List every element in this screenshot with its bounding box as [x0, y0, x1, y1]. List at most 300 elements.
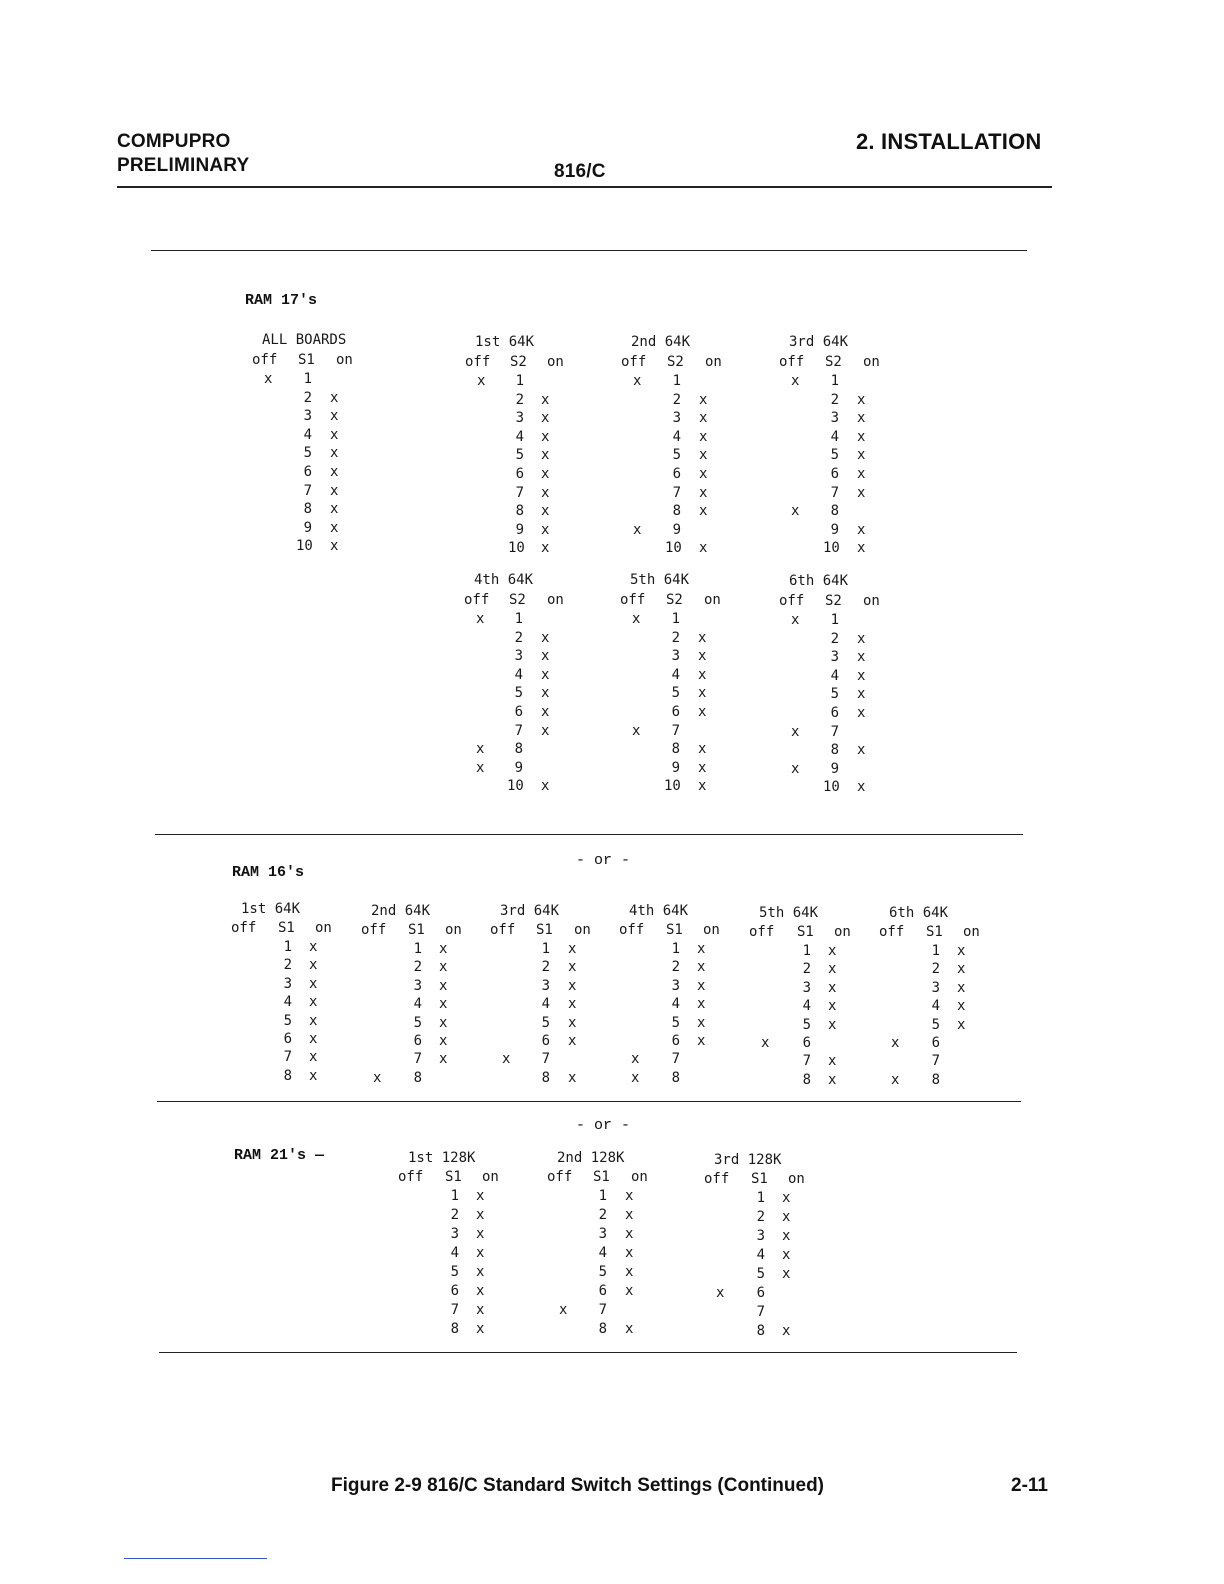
off-mark: x: [791, 373, 800, 389]
switch-row: [490, 959, 630, 977]
switch-number: 7: [671, 1051, 680, 1068]
switch-row: [547, 1226, 687, 1244]
switch-number: 3: [515, 410, 524, 427]
block-title: 4th 64K: [629, 903, 689, 919]
switch-number: 3: [802, 979, 811, 996]
switch-number: 7: [303, 482, 312, 499]
switch-number: 4: [514, 666, 523, 683]
on-mark: x: [698, 666, 707, 683]
switch-row: [490, 1070, 630, 1088]
switch-number: 2: [830, 391, 839, 408]
block-title: ALL BOARDS: [262, 332, 347, 348]
switch-row: [620, 630, 760, 648]
on-mark: x: [857, 521, 866, 538]
switch-row: [619, 1051, 759, 1069]
switch-number: 3: [830, 649, 839, 666]
switch-number: 5: [671, 685, 680, 702]
chapter-title: 2. INSTALLATION: [856, 129, 1042, 154]
off-mark: x: [502, 1051, 511, 1068]
switch-number: 5: [756, 1266, 765, 1282]
switch-number: 10: [507, 778, 524, 795]
switch-row: [231, 1068, 371, 1086]
switch-number: 8: [931, 1071, 940, 1088]
on-mark: x: [625, 1226, 634, 1242]
ram17-title: RAM 17's: [245, 292, 318, 309]
on-mark: x: [541, 447, 550, 464]
off-mark: x: [761, 1035, 770, 1051]
switch-row: [879, 1053, 1019, 1071]
on-mark: x: [697, 1033, 706, 1049]
switch-number: 4: [283, 994, 292, 1011]
on-mark: x: [698, 648, 707, 665]
switch-row: [779, 466, 919, 484]
on-mark: x: [439, 941, 448, 957]
switch-number: 1: [672, 373, 681, 389]
on-mark: x: [330, 408, 339, 425]
switch-row: [252, 427, 392, 445]
switch-row: [749, 1035, 889, 1053]
switch-row: [749, 1072, 889, 1090]
switch-number: 8: [802, 1071, 811, 1088]
switch-row: [779, 429, 919, 447]
switch-row: [464, 704, 604, 722]
column-header: off: [621, 354, 647, 370]
switch-row: [620, 741, 760, 759]
switch-row: [464, 778, 604, 796]
switch-row: [779, 705, 919, 723]
switch-row: [490, 941, 630, 959]
switch-row: [779, 447, 919, 465]
on-mark: x: [957, 979, 966, 996]
section-rule-middle: [155, 834, 1023, 835]
switch-row: [465, 392, 605, 410]
on-mark: x: [698, 629, 707, 646]
switch-row: [879, 1035, 1019, 1053]
on-mark: x: [568, 1033, 577, 1049]
on-mark: x: [857, 705, 866, 721]
switch-number: 3: [514, 648, 523, 665]
switch-row: [464, 667, 604, 685]
switch-row: [620, 611, 760, 629]
on-mark: x: [625, 1264, 634, 1280]
switch-number: 1: [671, 941, 680, 957]
switch-number: 9: [303, 519, 312, 536]
switch-row: [749, 998, 889, 1016]
on-mark: x: [857, 410, 866, 427]
switch-number: 6: [671, 1033, 680, 1049]
switch-number: 6: [283, 1031, 292, 1047]
off-mark: x: [791, 503, 800, 520]
switch-number: 10: [296, 538, 313, 555]
switch-row: [749, 961, 889, 979]
switch-number: 8: [413, 1069, 422, 1086]
on-mark: x: [782, 1323, 791, 1339]
switch-number: 9: [672, 521, 681, 538]
switch-row: [620, 723, 760, 741]
switch-number: 3: [541, 977, 550, 994]
on-mark: x: [699, 410, 708, 427]
switch-number: 2: [283, 957, 292, 974]
column-header: off: [231, 920, 257, 936]
switch-row: [779, 668, 919, 686]
switch-number: 5: [450, 1264, 459, 1280]
on-mark: x: [541, 410, 550, 427]
switch-row: [252, 408, 392, 426]
on-mark: x: [857, 540, 866, 557]
switch-row: [620, 704, 760, 722]
on-mark: x: [697, 996, 706, 1013]
column-header: on: [703, 922, 720, 938]
on-mark: x: [541, 704, 550, 720]
on-mark: x: [476, 1188, 485, 1204]
switch-row: [547, 1188, 687, 1206]
switch-number: 8: [450, 1321, 459, 1337]
column-header: on: [834, 924, 851, 940]
on-mark: x: [476, 1302, 485, 1318]
column-header: S2: [666, 592, 683, 608]
switch-number: 10: [823, 779, 840, 796]
switch-row: [464, 741, 604, 759]
column-header: S1: [666, 922, 683, 938]
switch-number: 5: [514, 685, 523, 702]
switch-row: [361, 1033, 501, 1051]
or-separator: - or -: [576, 1117, 631, 1134]
switch-row: [465, 466, 605, 484]
switch-number: 3: [830, 410, 839, 427]
switch-number: 4: [303, 426, 312, 443]
switch-row: [398, 1283, 538, 1301]
switch-number: 1: [756, 1190, 765, 1206]
on-mark: x: [568, 996, 577, 1013]
switch-row: [749, 1053, 889, 1071]
switch-number: 8: [830, 503, 839, 520]
off-mark: x: [791, 612, 800, 628]
on-mark: x: [541, 685, 550, 702]
switch-number: 4: [672, 428, 681, 445]
column-header: S2: [667, 354, 684, 370]
switch-number: 2: [671, 959, 680, 976]
switch-number: 3: [671, 977, 680, 994]
switch-number: 6: [450, 1283, 459, 1299]
on-mark: x: [782, 1228, 791, 1244]
block-title: 5th 64K: [759, 905, 819, 921]
on-mark: x: [857, 630, 866, 647]
switch-row: [704, 1285, 844, 1303]
on-mark: x: [857, 428, 866, 445]
switch-row: [619, 996, 759, 1014]
switch-row: [779, 503, 919, 521]
on-mark: x: [309, 1049, 318, 1066]
on-mark: x: [541, 722, 550, 739]
on-mark: x: [857, 484, 866, 501]
off-mark: x: [791, 723, 800, 740]
on-mark: x: [699, 503, 708, 520]
switch-number: 8: [514, 741, 523, 758]
switch-row: [465, 485, 605, 503]
on-mark: x: [541, 521, 550, 538]
switch-row: [621, 522, 761, 540]
column-header: on: [574, 922, 591, 938]
on-mark: x: [309, 957, 318, 974]
switch-row: [621, 373, 761, 391]
switch-row: [465, 410, 605, 428]
switch-row: [704, 1304, 844, 1322]
off-mark: x: [477, 373, 486, 389]
on-mark: x: [476, 1283, 485, 1299]
section-rule-lower: [157, 1101, 1021, 1102]
switch-row: [465, 429, 605, 447]
on-mark: x: [476, 1245, 485, 1261]
switch-number: 7: [830, 484, 839, 501]
switch-number: 4: [830, 667, 839, 684]
model-number: 816/C: [554, 161, 606, 182]
on-mark: x: [541, 466, 550, 482]
switch-number: 9: [830, 760, 839, 777]
off-mark: x: [633, 521, 642, 538]
on-mark: x: [782, 1209, 791, 1225]
switch-row: [547, 1302, 687, 1320]
column-header: S2: [510, 354, 527, 370]
switch-number: 3: [756, 1228, 765, 1244]
switch-number: 1: [671, 611, 680, 627]
block-title: 2nd 64K: [371, 903, 431, 919]
switch-row: [619, 978, 759, 996]
switch-number: 6: [598, 1283, 607, 1299]
on-mark: x: [309, 1012, 318, 1029]
off-mark: x: [631, 1069, 640, 1086]
switch-row: [621, 410, 761, 428]
on-mark: x: [541, 428, 550, 445]
switch-number: 4: [671, 666, 680, 683]
column-header: S1: [278, 920, 295, 936]
on-mark: x: [330, 389, 339, 406]
switch-row: [490, 1033, 630, 1051]
switch-number: 10: [823, 540, 840, 557]
on-mark: x: [698, 685, 707, 702]
section-rule-top: [151, 250, 1027, 251]
switch-number: 1: [514, 611, 523, 627]
switch-row: [252, 501, 392, 519]
on-mark: x: [309, 1067, 318, 1084]
switch-row: [465, 540, 605, 558]
switch-row: [252, 483, 392, 501]
column-header: on: [547, 592, 564, 608]
section-rule-bottom: [159, 1352, 1017, 1353]
on-mark: x: [476, 1321, 485, 1337]
switch-row: [465, 373, 605, 391]
switch-row: [704, 1247, 844, 1265]
on-mark: x: [857, 686, 866, 703]
switch-row: [361, 1051, 501, 1069]
switch-number: 2: [514, 629, 523, 646]
switch-number: 5: [931, 1016, 940, 1033]
switch-number: 5: [515, 447, 524, 464]
block-title: 1st 64K: [241, 901, 301, 917]
switch-row: [779, 612, 919, 630]
on-mark: x: [699, 540, 708, 557]
on-mark: x: [782, 1190, 791, 1206]
switch-row: [547, 1283, 687, 1301]
column-header: off: [879, 924, 905, 940]
on-mark: x: [330, 501, 339, 518]
off-mark: x: [476, 759, 485, 776]
column-header: S1: [751, 1171, 768, 1187]
switch-number: 4: [671, 996, 680, 1013]
switch-row: [547, 1245, 687, 1263]
switch-number: 9: [830, 521, 839, 538]
ram16-title: RAM 16's: [232, 864, 305, 881]
switch-number: 6: [756, 1285, 765, 1301]
switch-row: [704, 1266, 844, 1284]
on-mark: x: [698, 759, 707, 776]
column-header: on: [963, 924, 980, 940]
switch-row: [779, 392, 919, 410]
switch-number: 7: [283, 1049, 292, 1066]
switch-number: 4: [541, 996, 550, 1013]
switch-row: [620, 778, 760, 796]
on-mark: x: [857, 779, 866, 796]
on-mark: x: [828, 961, 837, 978]
switch-row: [252, 520, 392, 538]
off-mark: x: [632, 611, 641, 627]
column-header: off: [398, 1169, 424, 1185]
switch-number: 5: [283, 1012, 292, 1029]
on-mark: x: [699, 466, 708, 482]
column-header: off: [620, 592, 646, 608]
switch-number: 1: [303, 371, 312, 387]
switch-number: 7: [802, 1053, 811, 1070]
on-mark: x: [698, 741, 707, 758]
on-mark: x: [625, 1245, 634, 1261]
switch-number: 2: [598, 1207, 607, 1223]
switch-number: 4: [830, 428, 839, 445]
switch-number: 10: [664, 778, 681, 795]
column-header: off: [490, 922, 516, 938]
off-mark: x: [631, 1051, 640, 1068]
on-mark: x: [476, 1207, 485, 1223]
switch-row: [704, 1323, 844, 1341]
off-mark: x: [632, 722, 641, 739]
switch-number: 6: [671, 704, 680, 720]
page-number: 2-11: [1011, 1475, 1048, 1496]
switch-number: 7: [515, 484, 524, 501]
on-mark: x: [697, 941, 706, 957]
switch-row: [398, 1226, 538, 1244]
on-mark: x: [439, 996, 448, 1013]
ram21-title: RAM 21's —: [234, 1147, 325, 1164]
switch-number: 5: [413, 1014, 422, 1031]
switch-row: [779, 522, 919, 540]
switch-number: 1: [830, 373, 839, 389]
off-mark: x: [791, 760, 800, 777]
switch-row: [620, 760, 760, 778]
switch-number: 4: [931, 998, 940, 1015]
switch-number: 5: [672, 447, 681, 464]
column-header: off: [464, 592, 490, 608]
figure-caption: Figure 2-9 816/C Standard Switch Settings (Continued): [331, 1475, 824, 1496]
switch-number: 5: [303, 445, 312, 462]
switch-row: [231, 939, 371, 957]
edge-line: [124, 1558, 267, 1559]
off-mark: x: [476, 611, 485, 627]
on-mark: x: [330, 426, 339, 443]
on-mark: x: [439, 977, 448, 994]
switch-row: [252, 538, 392, 556]
switch-number: 4: [802, 998, 811, 1015]
column-header: on: [863, 354, 880, 370]
switch-number: 7: [541, 1051, 550, 1068]
switch-number: 8: [756, 1323, 765, 1339]
switch-row: [779, 742, 919, 760]
on-mark: x: [568, 941, 577, 957]
switch-row: [231, 994, 371, 1012]
switch-row: [879, 1072, 1019, 1090]
switch-row: [490, 996, 630, 1014]
switch-row: [231, 1031, 371, 1049]
on-mark: x: [476, 1264, 485, 1280]
off-mark: x: [373, 1069, 382, 1086]
on-mark: x: [828, 1071, 837, 1088]
on-mark: x: [568, 977, 577, 994]
switch-number: 2: [413, 959, 422, 976]
switch-row: [398, 1302, 538, 1320]
switch-number: 1: [598, 1188, 607, 1204]
switch-row: [252, 371, 392, 389]
column-header: off: [619, 922, 645, 938]
column-header: off: [779, 354, 805, 370]
switch-row: [779, 761, 919, 779]
on-mark: x: [625, 1188, 634, 1204]
on-mark: x: [439, 1014, 448, 1031]
on-mark: x: [541, 778, 550, 795]
switch-row: [621, 429, 761, 447]
switch-row: [704, 1190, 844, 1208]
on-mark: x: [625, 1207, 634, 1223]
switch-number: 6: [672, 466, 681, 482]
switch-number: 7: [450, 1302, 459, 1318]
on-mark: x: [697, 959, 706, 976]
on-mark: x: [476, 1226, 485, 1242]
switch-number: 5: [830, 686, 839, 703]
switch-row: [398, 1188, 538, 1206]
on-mark: x: [782, 1247, 791, 1263]
on-mark: x: [625, 1283, 634, 1299]
column-header: on: [336, 352, 353, 368]
switch-row: [464, 723, 604, 741]
switch-row: [465, 503, 605, 521]
on-mark: x: [309, 975, 318, 992]
switch-row: [621, 503, 761, 521]
switch-row: [464, 760, 604, 778]
on-mark: x: [828, 998, 837, 1015]
on-mark: x: [330, 482, 339, 499]
switch-number: 10: [665, 540, 682, 557]
on-mark: x: [541, 629, 550, 646]
switch-number: 6: [931, 1035, 940, 1051]
switch-number: 2: [450, 1207, 459, 1223]
switch-row: [779, 686, 919, 704]
on-mark: x: [568, 959, 577, 976]
header-rule: [117, 186, 1052, 188]
switch-number: 6: [413, 1033, 422, 1049]
switch-row: [398, 1207, 538, 1225]
switch-number: 2: [515, 391, 524, 408]
switch-number: 2: [672, 391, 681, 408]
switch-number: 4: [515, 428, 524, 445]
switch-row: [621, 485, 761, 503]
switch-number: 7: [672, 484, 681, 501]
on-mark: x: [828, 943, 837, 959]
